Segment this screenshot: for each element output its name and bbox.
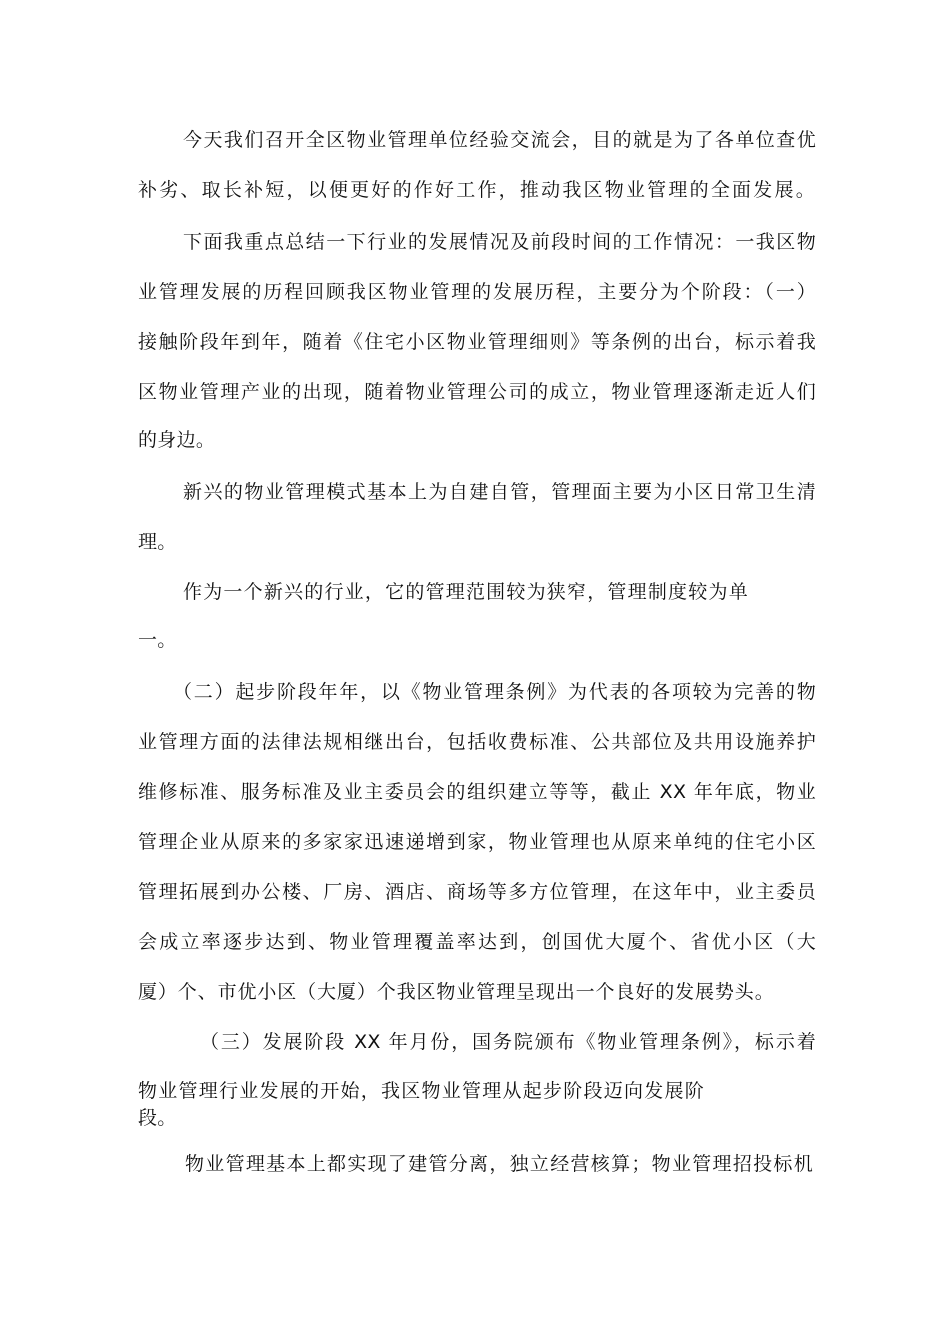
text-line: 新兴的物业管理模式基本上为自建自管，管理面主要为小区日常卫生清: [183, 481, 816, 503]
text-line: 的身边。: [138, 429, 216, 451]
text-line: 会成立率逐步达到、物业管理覆盖率达到，创国优大厦个、省优小区（大: [138, 931, 816, 953]
text-line: 业管理发展的历程回顾我区物业管理的发展历程，主要分为个阶段：（一）: [138, 281, 816, 303]
text-line: 厦）个、市优小区（大厦）个我区物业管理呈现出一个良好的发展势头。: [138, 981, 774, 1003]
text-line: 业管理方面的法律法规相继出台，包括收费标准、公共部位及共用设施养护: [138, 731, 816, 753]
text-line: 下面我重点总结一下行业的发展情况及前段时间的工作情况：一我区物: [183, 231, 816, 253]
text-line: 理。: [138, 531, 177, 553]
text-line: （三）发展阶段 XX 年月份，国务院颁布《物业管理条例》，标示着: [200, 1031, 816, 1053]
text-line: 维修标准、服务标准及业主委员会的组织建立等等，截止 XX 年年底，物业: [138, 781, 816, 803]
text-line: 一。: [138, 629, 177, 651]
text-line: 物业管理行业发展的开始，我区物业管理从起步阶段迈向发展阶: [138, 1080, 704, 1102]
text-line: （二）起步阶段年年，以《物业管理条例》为代表的各项较为完善的物: [173, 681, 816, 703]
text-line: 管理拓展到办公楼、厂房、酒店、商场等多方位管理，在这年中，业主委员: [138, 881, 816, 903]
text-line: 区物业管理产业的出现，随着物业管理公司的成立，物业管理逐渐走近人们: [138, 381, 816, 403]
text-line: 补劣、取长补短，以便更好的作好工作，推动我区物业管理的全面发展。: [138, 179, 815, 201]
text-line: 物业管理基本上都实现了建管分离，独立经营核算；物业管理招投标机: [185, 1153, 813, 1175]
text-line: 接触阶段年到年，随着《住宅小区物业管理细则》等条例的出台，标示着我: [138, 331, 816, 353]
text-line: 段。: [138, 1107, 177, 1129]
text-line: 管理企业从原来的多家家迅速递增到家，物业管理也从原来单纯的住宅小区: [138, 831, 816, 853]
text-line: 今天我们召开全区物业管理单位经验交流会，目的就是为了各单位查优: [183, 129, 816, 151]
text-line: 作为一个新兴的行业，它的管理范围较为狭窄，管理制度较为单: [183, 581, 748, 603]
